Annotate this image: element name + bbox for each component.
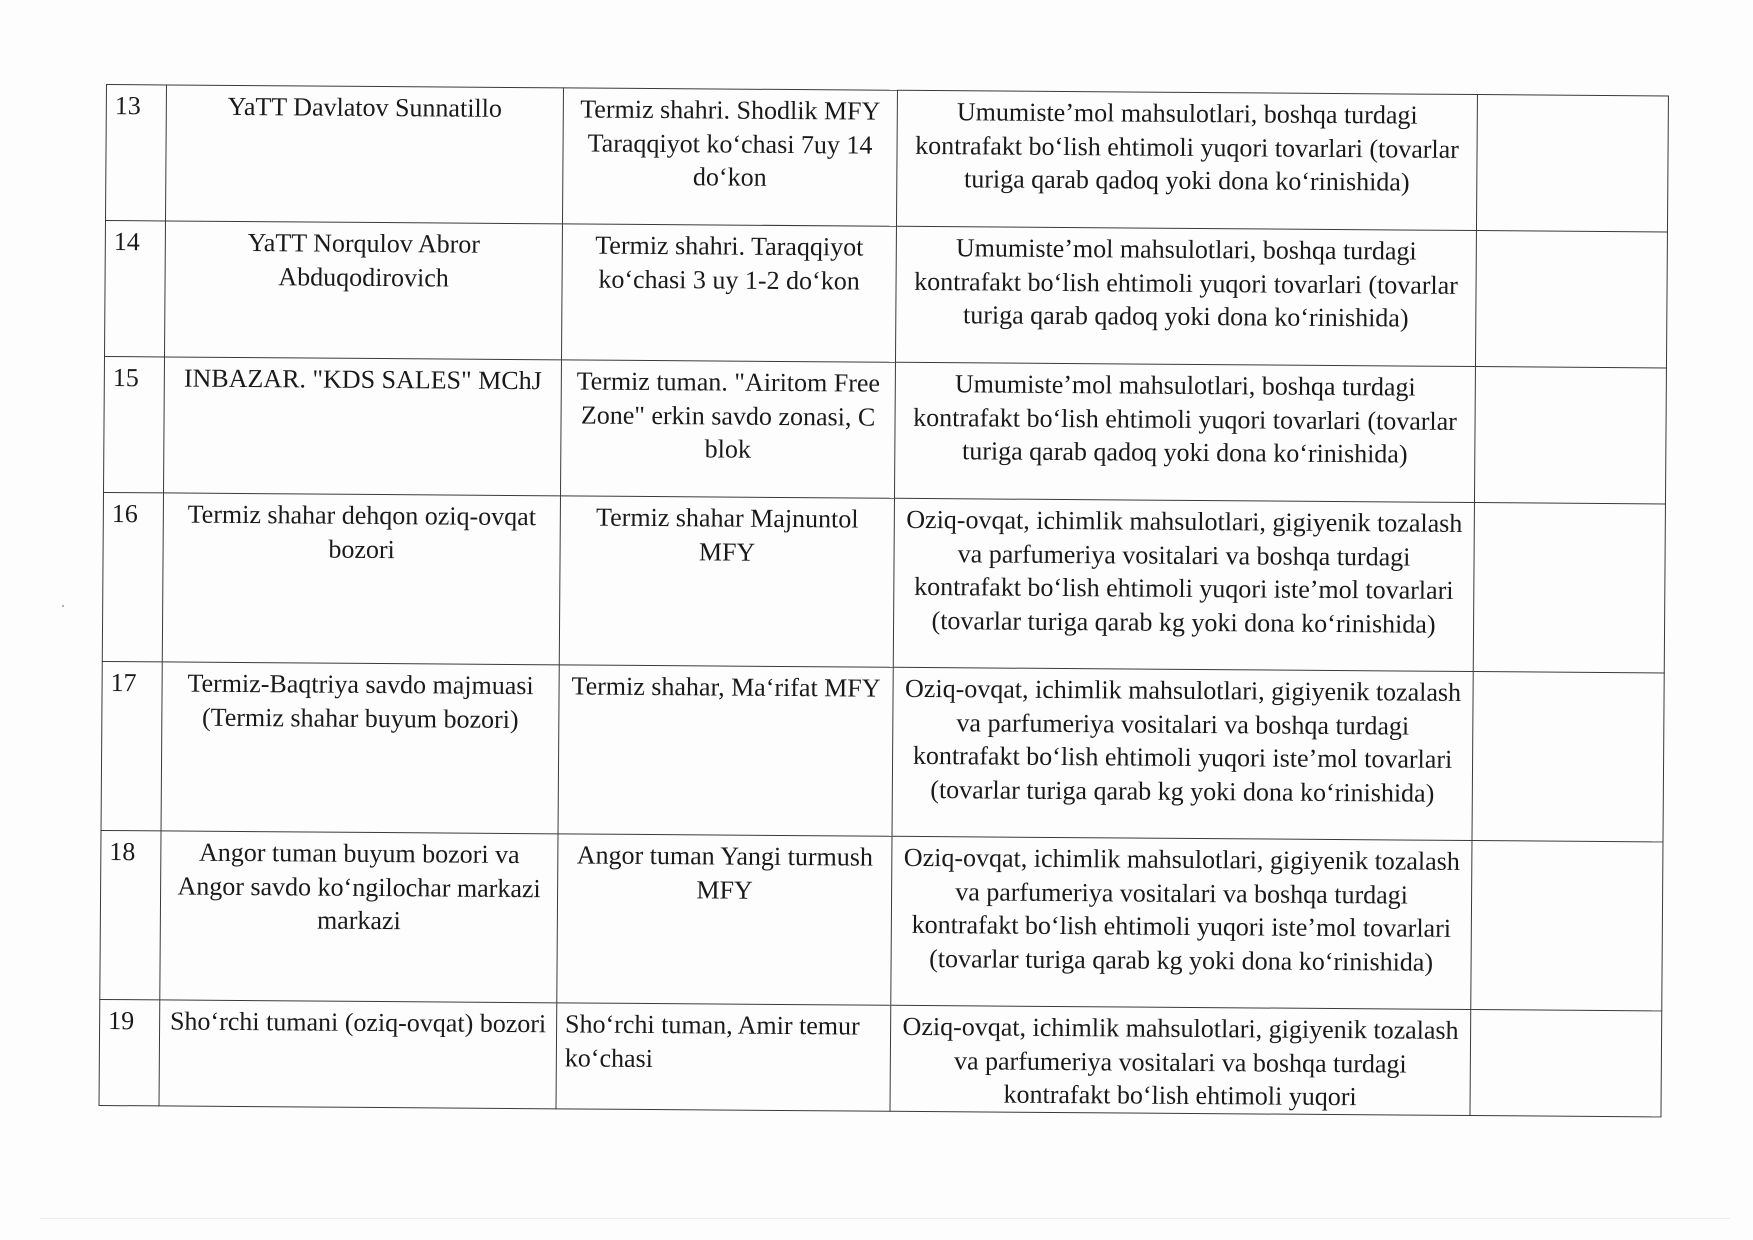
goods-description: Oziq-ovqat, ichimlik mahsulotlari, gigiyenik tozalash va parfumeriya vositalari va boshqa turdagi kontrafakt bo‘lish ehtimoli yuqori iste’mol tovarlari (tovarlar turiga qarab kg yoki dona ko‘rinishida)	[891, 836, 1472, 1009]
table-row	[105, 85, 1668, 232]
entity-name: YaTT Davlatov Sunnatillo	[165, 85, 563, 224]
goods-description: Umumiste’mol mahsulotlari, boshqa turdagi kontrafakt bo‘lish ehtimoli yuqori tovarlari (tovarlar turiga qarab qadoq yoki dona ko‘rinishida)	[894, 362, 1475, 502]
note-cell	[1472, 672, 1664, 842]
goods-description: Umumiste’mol mahsulotlari, boshqa turdagi kontrafakt bo‘lish ehtimoli yuqori tovarlari (tovarlar turiga qarab qadoq yoki dona ko‘rinishida)	[896, 90, 1477, 230]
entity-address: Angor tuman Yangi turmush MFY	[557, 834, 892, 1005]
table-row	[101, 661, 1664, 841]
entity-address: Sho‘rchi tuman, Amir temur ko‘chasi	[556, 1003, 891, 1111]
table-row	[104, 356, 1667, 503]
shops-table	[99, 84, 1669, 1117]
note-cell	[1473, 503, 1665, 673]
goods-description: Oziq-ovqat, ichimlik mahsulotlari, gigiyenik tozalash va parfumeriya vositalari va boshqa turdagi kontrafakt bo‘lish ehtimoli yuqori	[890, 1005, 1471, 1115]
table-row	[105, 221, 1668, 368]
goods-description: Oziq-ovqat, ichimlik mahsulotlari, gigiyenik tozalash va parfumeriya vositalari va boshqa turdagi kontrafakt bo‘lish ehtimoli yuqori iste’mol tovarlari (tovarlar turiga qarab kg yoki dona ko‘rinishida)	[893, 498, 1474, 671]
row-number: 18	[100, 830, 161, 999]
entity-name: Termiz shahar dehqon oziq-ovqat bozori	[162, 493, 560, 665]
goods-description: Umumiste’mol mahsulotlari, boshqa turdagi kontrafakt bo‘lish ehtimoli yuqori tovarlari (tovarlar turiga qarab qadoq yoki dona ko‘rinishida)	[895, 226, 1476, 366]
scan-speck	[62, 605, 64, 607]
note-cell	[1471, 841, 1663, 1011]
row-number: 19	[99, 999, 160, 1105]
row-number: 14	[105, 221, 166, 357]
entity-name: YaTT Norqulov Abror Abduqodirovich	[165, 221, 563, 360]
row-number: 17	[101, 661, 162, 830]
entity-address: Termiz shahar, Ma‘rifat MFY	[558, 665, 893, 836]
entity-name: Angor tuman buyum bozori va Angor savdo ko‘ngilochar markazi markazi	[160, 831, 558, 1003]
entity-name: INBAZAR. "KDS SALES" MChJ	[164, 357, 562, 496]
entity-address: Termiz shahri. Taraqqiyot ko‘chasi 3 uy 1-2 do‘kon	[561, 224, 896, 362]
entity-name: Termiz-Baqtriya savdo majmuasi (Termiz shahar buyum bozori)	[161, 662, 559, 834]
note-cell	[1476, 95, 1668, 232]
table-row	[99, 999, 1662, 1116]
entity-address: Termiz shahri. Shodlik MFY Taraqqiyot ko‘chasi 7uy 14 do‘kon	[562, 88, 897, 226]
row-number: 13	[105, 85, 166, 221]
row-number: 16	[102, 492, 163, 661]
note-cell	[1470, 1010, 1662, 1117]
row-number: 15	[104, 356, 165, 492]
scan-edge-line	[40, 1218, 1730, 1219]
table-row	[102, 492, 1665, 672]
entity-name: Sho‘rchi tumani (oziq-ovqat) bozori	[159, 1000, 557, 1108]
goods-description: Oziq-ovqat, ichimlik mahsulotlari, gigiyenik tozalash va parfumeriya vositalari va boshqa turdagi kontrafakt bo‘lish ehtimoli yuqori iste’mol tovarlari (tovarlar turiga qarab kg yoki dona ko‘rinishida)	[892, 667, 1473, 840]
note-cell	[1474, 367, 1666, 504]
entity-address: Termiz shahar Majnuntol MFY	[559, 496, 894, 667]
table-row	[100, 830, 1663, 1010]
note-cell	[1475, 231, 1667, 368]
entity-address: Termiz tuman. "Airitom Free Zone" erkin savdo zonasi, C blok	[560, 360, 895, 498]
